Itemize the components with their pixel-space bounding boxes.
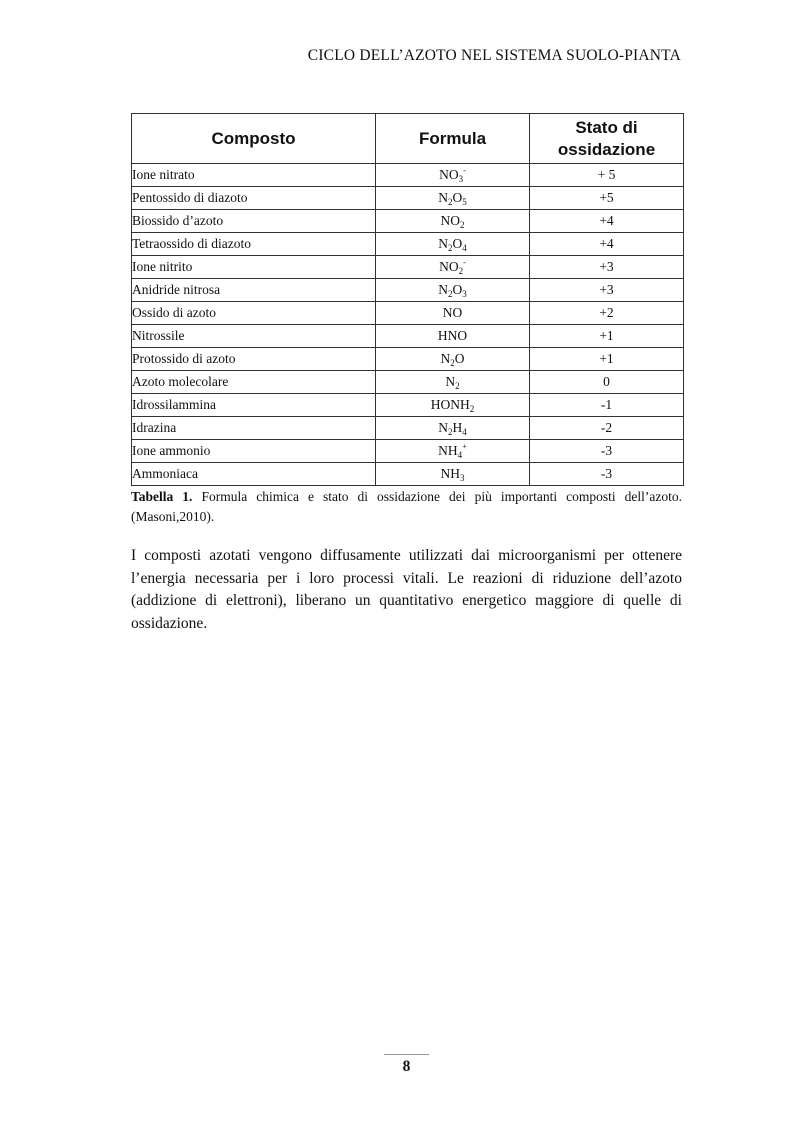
formula-cell (376, 463, 530, 486)
caption-line-1 (131, 487, 682, 507)
compound-name-cell: Anidride nitrosa (132, 279, 376, 302)
formula-part: 4 (462, 427, 467, 437)
compound-name-cell: Ammoniaca (132, 463, 376, 486)
formula-part: O (452, 190, 463, 205)
compound-name-cell: Ione nitrito (132, 256, 376, 279)
compound-name-cell: Azoto molecolare (132, 371, 376, 394)
formula-part: O (452, 236, 463, 251)
formula-cell (376, 302, 530, 325)
formula-cell (376, 164, 530, 187)
oxidation-state-cell: -3 (530, 463, 684, 486)
formula-cell (376, 417, 530, 440)
formula-part: NH (438, 443, 458, 458)
table-row (132, 210, 684, 233)
formula-part: NO (439, 167, 459, 182)
oxidation-state-cell: +3 (530, 279, 684, 302)
formula-part: H (452, 420, 463, 435)
column-header-compound: Composto (132, 114, 376, 164)
formula-part: 2 (469, 404, 475, 414)
formula-part: 2 (450, 358, 455, 368)
table-row (132, 371, 684, 394)
formula-part: NH (440, 466, 460, 481)
formula-cell (376, 394, 530, 417)
oxidation-state-cell: + 5 (530, 164, 684, 187)
formula-part: - (463, 165, 466, 175)
table-row (132, 279, 684, 302)
formula-part: N (438, 236, 448, 251)
oxidation-state-cell: +1 (530, 325, 684, 348)
formula-part: 5 (462, 197, 467, 207)
compound-name-cell: Tetraossido di diazoto (132, 233, 376, 256)
formula-part: 2 (448, 243, 453, 253)
compounds-table-container (131, 113, 683, 486)
formula-part: 4 (457, 450, 463, 460)
table-row (132, 325, 684, 348)
formula-part: N (440, 351, 451, 366)
formula-part: 3 (458, 174, 464, 184)
running-header: CICLO DELL’AZOTO NEL SISTEMA SUOLO-PIANTA (307, 47, 681, 64)
formula-part: O (452, 282, 463, 297)
formula-part: N (438, 190, 448, 205)
formula-cell (376, 440, 530, 463)
oxidation-state-cell: +1 (530, 348, 684, 371)
formula-part: N (438, 282, 448, 297)
formula-cell (376, 256, 530, 279)
formula-cell (376, 371, 530, 394)
formula-part: 4 (462, 243, 467, 253)
formula-part: NO (442, 305, 463, 320)
formula-cell (376, 348, 530, 371)
footer-divider (384, 1054, 429, 1055)
table-row (132, 164, 684, 187)
table-row (132, 440, 684, 463)
oxidation-state-cell: +4 (530, 233, 684, 256)
formula-cell (376, 210, 530, 233)
formula-part: 2 (460, 220, 465, 230)
formula-part: 2 (448, 427, 453, 437)
table-row (132, 394, 684, 417)
formula-part: 2 (455, 381, 460, 391)
caption-citation: (Masoni,2010). (131, 509, 215, 524)
compound-name-cell: Ione nitrato (132, 164, 376, 187)
column-header-oxidation-state (530, 114, 684, 164)
compound-name-cell: Protossido di azoto (132, 348, 376, 371)
table-row (132, 417, 684, 440)
oxidation-state-cell: -3 (530, 440, 684, 463)
header-line: ossidazione (557, 139, 656, 159)
compound-name-cell: Ossido di azoto (132, 302, 376, 325)
table-header-row (132, 114, 684, 164)
formula-cell (376, 325, 530, 348)
compound-name-cell: Nitrossile (132, 325, 376, 348)
table-row (132, 256, 684, 279)
table-caption (131, 487, 682, 527)
oxidation-state-cell: -1 (530, 394, 684, 417)
oxidation-state-cell: +3 (530, 256, 684, 279)
formula-part: NO (439, 259, 459, 274)
formula-part: - (463, 257, 466, 267)
table-row (132, 233, 684, 256)
caption-label: Tabella 1. (131, 489, 193, 504)
formula-part: 3 (460, 473, 465, 483)
column-header-formula: Formula (376, 114, 530, 164)
compound-name-cell: Biossido d’azoto (132, 210, 376, 233)
header-line: Stato di (575, 117, 638, 137)
table-row (132, 187, 684, 210)
formula-part: N (445, 374, 456, 389)
compound-name-cell: Idrazina (132, 417, 376, 440)
formula-cell (376, 279, 530, 302)
formula-part: 2 (458, 266, 464, 276)
formula-part: NO (440, 213, 460, 228)
oxidation-state-cell: +2 (530, 302, 684, 325)
formula-part: O (454, 351, 465, 366)
formula-part: 2 (448, 289, 453, 299)
table-row (132, 348, 684, 371)
formula-part: + (462, 441, 467, 451)
compound-name-cell: Pentossido di diazoto (132, 187, 376, 210)
compound-name-cell: Ione ammonio (132, 440, 376, 463)
oxidation-state-cell: +4 (530, 210, 684, 233)
table-row (132, 302, 684, 325)
formula-cell (376, 187, 530, 210)
formula-part: HNO (437, 328, 468, 343)
formula-part: N (438, 420, 448, 435)
table-row (132, 463, 684, 486)
formula-part: 3 (462, 289, 467, 299)
formula-cell (376, 233, 530, 256)
body-paragraph: I composti azotati vengono diffusamente utilizzati dai microorganismi per ottenere l’energia necessaria per i loro processi vitali. Le reazioni di riduzione dell’azoto (addizione di elettroni), liberano un quantitativo energetico maggiore di quelle di ossidazione. (131, 547, 682, 632)
formula-part: 2 (448, 197, 453, 207)
oxidation-state-cell: -2 (530, 417, 684, 440)
formula-part: HONH (430, 397, 470, 412)
oxidation-state-cell: 0 (530, 371, 684, 394)
compound-name-cell: Idrossilammina (132, 394, 376, 417)
page-number: 8 (402, 1058, 411, 1075)
compounds-table (131, 113, 684, 486)
oxidation-state-cell: +5 (530, 187, 684, 210)
caption-text: Formula chimica e stato di ossidazione dei più importanti composti dell’azoto. (201, 489, 682, 504)
table-body (132, 164, 684, 486)
